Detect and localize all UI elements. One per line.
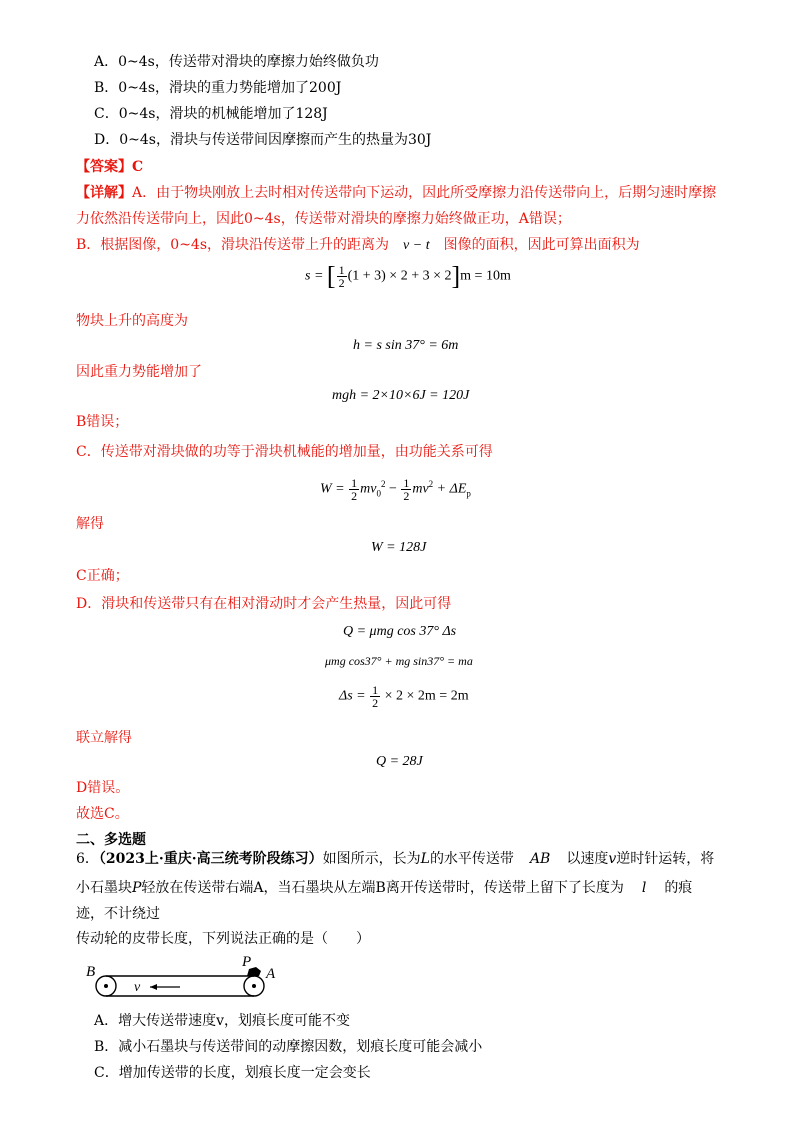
- prev-option-c: C．0~4s，滑块的机械能增加了128J: [94, 106, 328, 122]
- velocity-arrow-head: [150, 984, 157, 990]
- detail-b-post: 图像的面积，因此可算出面积为: [443, 237, 640, 253]
- answer-label: 【答案】: [76, 159, 132, 175]
- eq-s-rhs: m = 10m: [460, 268, 511, 284]
- right-bracket: ]: [451, 261, 461, 291]
- c-correct: C正确；: [76, 568, 129, 584]
- q6-line3: 迹，不计绕过: [76, 906, 160, 922]
- prev-option-b: B．0~4s，滑块的重力势能增加了200J: [94, 80, 342, 96]
- detail-height: 物块上升的高度为: [76, 313, 188, 329]
- detail-a-line2: 力依然沿传送带向上，因此0~4s，传送带对滑块的摩擦力始终做正功，A错误；: [76, 211, 571, 227]
- eq-ds-lhs: Δs =: [339, 688, 366, 704]
- equation-force: [325, 651, 473, 671]
- right-pulley-axle: [252, 984, 256, 988]
- detail-b-line: [76, 235, 640, 256]
- equation-h: [353, 336, 458, 356]
- q6-line2-a: 小石墨块: [76, 880, 132, 896]
- eq-w-result: W = 128J: [371, 540, 427, 555]
- eq-ds-rhs: × 2 × 2m = 2m: [384, 688, 469, 704]
- q6-l: l: [641, 880, 647, 896]
- eq-w-lhs: W =: [320, 481, 345, 497]
- detail-c: C．传送带对滑块做的功等于滑块机械能的增加量，由功能关系可得: [76, 444, 493, 460]
- eq-force: μmg cos37° + mg sin37° = ma: [325, 654, 473, 668]
- eq-s-mid: (1 + 3) × 2 + 3 × 2: [347, 268, 452, 284]
- choose-answer: 故选C。: [76, 806, 129, 822]
- frac-half: [337, 264, 347, 289]
- q6-AB: AB: [529, 851, 551, 867]
- q6-line2-b: 轻放在传送带右端A，当石墨块从左端B离开传送带时，传送带上留下了长度为: [141, 880, 624, 896]
- eq-h: h = s sin 37° = 6m: [353, 338, 459, 353]
- section-title: 二、多选题: [76, 832, 146, 848]
- answer-value: C: [132, 159, 144, 175]
- eq-w-p: p: [466, 488, 471, 499]
- frac-half-3: [370, 684, 380, 709]
- fig-label-b: B: [86, 964, 96, 980]
- q6-v: v: [608, 851, 617, 867]
- detail-b-pre: B．根据图像，0~4s，滑块沿传送带上升的距离为: [76, 237, 390, 253]
- frac-den-1: 2: [351, 488, 358, 503]
- q6-source: （2023上·重庆·高三统考阶段练习）: [98, 851, 323, 867]
- q6-text-b: 的水平传送带: [429, 851, 514, 867]
- left-pulley-axle: [104, 984, 108, 988]
- eq-w-plus: + ΔE: [436, 481, 467, 497]
- option-a: A．增大传送带速度v，划痕长度可能不变: [94, 1013, 351, 1029]
- frac-num-2: 1: [403, 475, 410, 490]
- solve-label: 解得: [76, 516, 104, 532]
- combine-label: 联立解得: [76, 730, 132, 746]
- prev-option-d: D．0~4s，滑块与传送带间因摩擦而产生的热量为30J: [94, 132, 432, 148]
- eq-w-t1: mv: [360, 481, 377, 497]
- q6-text-c: 以速度: [566, 851, 609, 867]
- b-wrong: B错误；: [76, 414, 129, 430]
- frac-half-2: [401, 477, 411, 502]
- option-b: B．减小石墨块与传送带间的动摩擦因数，划痕长度可能会减小: [94, 1039, 483, 1055]
- detail-pe: 因此重力势能增加了: [76, 364, 202, 380]
- detail-label: 【详解】: [76, 185, 132, 201]
- frac-den-3: 2: [372, 696, 379, 710]
- q6-number: 6．: [76, 851, 99, 867]
- fig-label-v: v: [134, 980, 141, 995]
- eq-q: Q = μmg cos 37° Δs: [343, 624, 457, 639]
- fig-label-a: A: [266, 966, 276, 982]
- prev-option-a: A．0~4s，传送带对滑块的摩擦力始终做负功: [94, 54, 379, 70]
- answer-line: [76, 157, 143, 177]
- frac-den: 2: [338, 276, 345, 290]
- detail-d: D．滑块和传送带只有在相对滑动时才会产生热量，因此可得: [76, 596, 452, 612]
- q6-line1: [76, 849, 714, 869]
- equation-mgh: [332, 386, 469, 406]
- q6-L: L: [420, 851, 430, 867]
- q6-text-a: 如图所示，长为: [322, 851, 421, 867]
- detail-b-math: v − t: [403, 238, 430, 253]
- fig-label-p: P: [242, 954, 252, 970]
- option-c: C．增加传送带的长度，划痕长度一定会变长: [94, 1065, 371, 1081]
- equation-q: [343, 622, 456, 642]
- conveyor-belt-figure: [84, 952, 284, 1002]
- eq-s-lhs: s =: [305, 268, 324, 284]
- d-wrong: D错误。: [76, 780, 130, 796]
- q6-line2-c: 的痕: [664, 880, 693, 896]
- frac-num-3: 1: [372, 683, 379, 697]
- equation-w: [320, 474, 471, 503]
- equation-q-result: [376, 752, 423, 772]
- q6-text-d: 逆时针运转，将: [616, 851, 715, 867]
- eq-w-sub: 0: [376, 488, 381, 499]
- q6-P: P: [132, 880, 142, 896]
- eq-w-sup: 2: [380, 479, 386, 489]
- q6-line4: 传动轮的皮带长度，下列说法正确的是（ ）: [76, 931, 370, 947]
- frac-half-1: [349, 477, 359, 502]
- eq-mgh: mgh = 2×10×6J = 120J: [332, 388, 470, 403]
- equation-s: [305, 261, 511, 291]
- eq-w-sup-2: 2: [428, 479, 434, 489]
- frac-den-2: 2: [403, 488, 410, 503]
- frac-num-1: 1: [351, 475, 358, 490]
- equation-w-result: [371, 538, 426, 558]
- eq-w-minus: −: [388, 481, 397, 497]
- q6-line2: [76, 878, 692, 898]
- detail-a-line1: [76, 183, 716, 203]
- eq-w-t2: mv: [412, 481, 429, 497]
- left-bracket: [: [326, 261, 336, 291]
- eq-q-result: Q = 28J: [376, 754, 423, 769]
- detail-a-text1: A．由于物块刚放上去时相对传送带向下运动，因此所受摩擦力沿传送带向上，后期匀速时摩擦: [132, 185, 717, 201]
- frac-num: 1: [338, 263, 345, 277]
- equation-ds: [339, 684, 469, 709]
